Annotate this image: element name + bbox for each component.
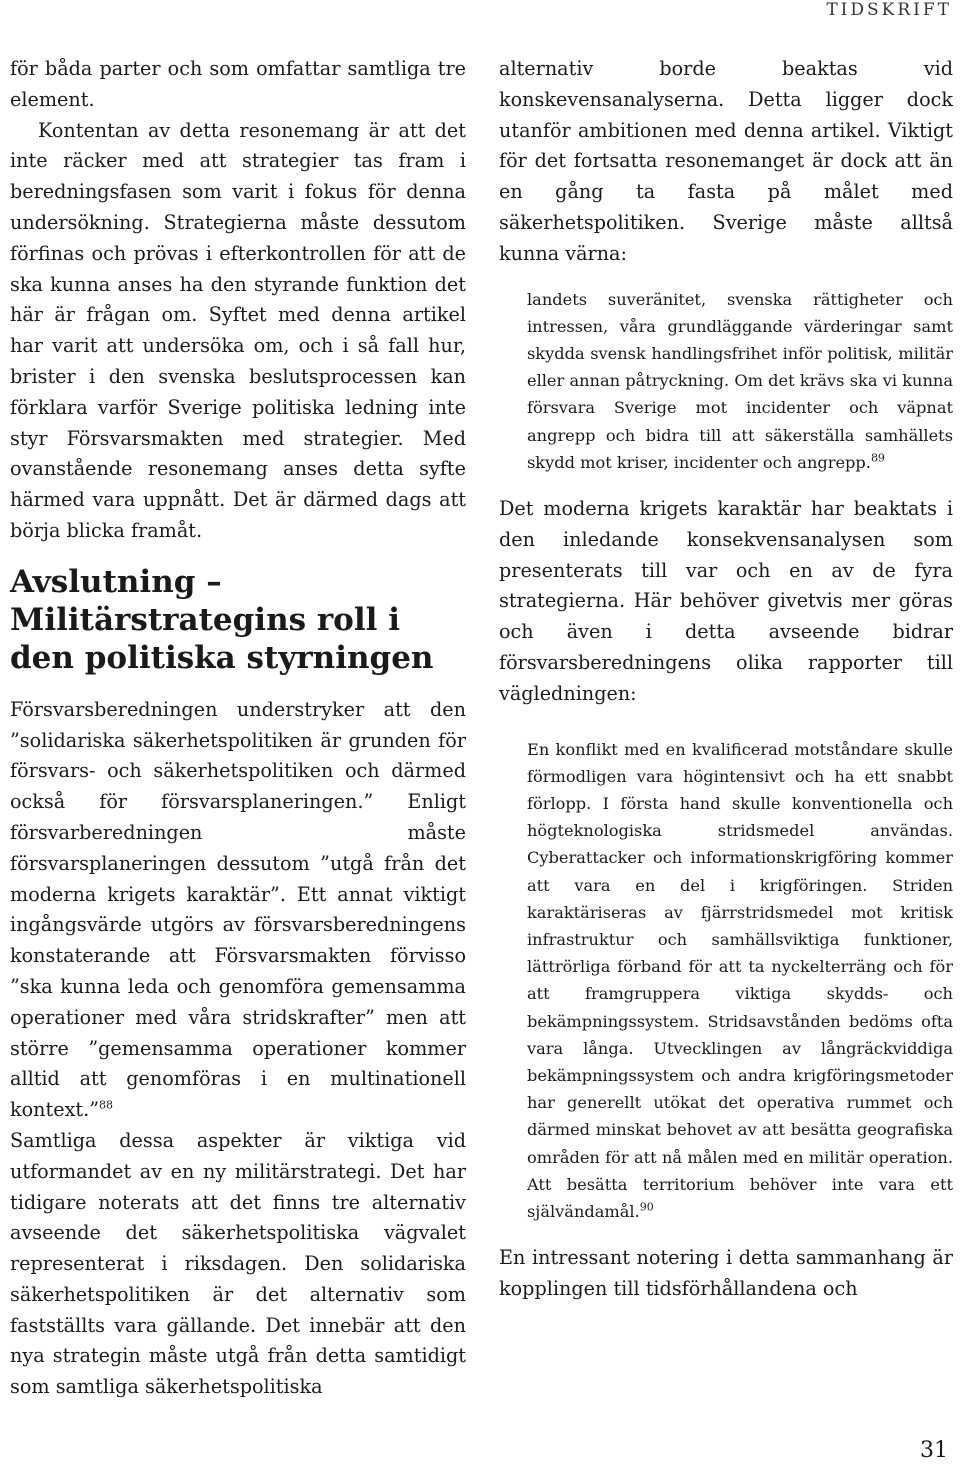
footnote-ref[interactable]: 89 xyxy=(870,451,885,465)
paragraph: Kontentan av detta resonemang är att det inte räcker med att strategier tas fram i beredningsfasen som varit i fokus för denna undersökning. Strategierna måste dessutom förfinas och prövas i efterkontrollen för att de ska kunna anses ha den styrande funktion det här är frågan om. Syftet med denna artikel har varit att undersöka om, och i så fall hur, brister i den svenska beslutsprocessen kan förklara varför Sverige politiska ledning inte styr Försvarsmakten med strategier. Med ovanstående resonemang anses detta syfte härmed vara uppnått. Det är därmed dags att börja blicka framåt. xyxy=(10,118,466,542)
quote-text: En konflikt med en kvalificerad motståndare skulle förmodligen vara högintensivt och ha ett snabbt förlopp. I första hand skulle konventionella och högteknologiska stridsmedel användas. Cyberattacker och informationskrigföring kommer att vara en del i krigföringen. Striden karaktäriseras av fjärrstridsmedel mot kritisk infrastruktur och samhällsviktiga funktioner, lättrörliga förband för att ta nyckelterräng och för att framgruppera viktiga skydds- och bekämpningssystem. Stridsavstånden bedöms ofta vara långa. Utvecklingen av långräckviddiga bekämpningssystem och andra krigföringsmetoder har generellt utökat det operativa rummet och därmed minskat behovet av att besätta geografiska områden för att nå målen med en militär operation. Att besätta territorium behöver inte vara ett självändamål. xyxy=(527,739,953,1222)
quote-text: landets suveränitet, svenska rättigheter och intressen, våra grundläggande värderingar samt skydda svensk handlingsfrihet inför politisk, militär eller annan påtryckning. Om det krävs ska vi kunna försvara Sverige mot incidenter och väpnat angrepp och bidra till att säkerställa samhällets skydd mot kriser, incidenter och angrepp. xyxy=(527,289,953,472)
page-number: 31 xyxy=(920,1438,948,1463)
footnote-ref[interactable]: 88 xyxy=(99,1098,114,1112)
paragraph: En intressant notering i detta sammanhang är kopplingen till tidsförhållandena och xyxy=(499,1246,953,1301)
paragraph: alternativ borde beaktas vid konskevensanalyserna. Detta ligger dock utanför ambitionen med denna artikel. Viktigt för det fortsatta resonemanget är dock att än en gång ta fasta på målet med säkerhetspolitiken. Sverige måste alltså kunna värna: xyxy=(499,57,953,265)
left-column xyxy=(10,54,466,1403)
paragraph: för båda parter och som omfattar samtliga tre element. xyxy=(10,57,466,111)
paragraph: Samtliga dessa aspekter är viktiga vid utformandet av en ny militärstrategi. Det har tidigare noterats att det finns tre alternativ avseende det säkerhetspolitiska vägvalet representerat i riksdagen. Den solidariska säkerhetspolitiken är det alternativ som fastställts vara gällande. Det innebär att den nya strategin måste utgå från detta samtidigt som samtliga säkerhetspolitiska xyxy=(10,1128,466,1399)
block-quote xyxy=(527,286,953,476)
block-quote xyxy=(527,736,953,1226)
paragraph: Det moderna krigets karaktär har beaktats i den inledande konsekvensanalysen som presenterats till var och en av de fyra strategierna. Här behöver givetvis mer göras och även i detta avseende bidrar försvarsberedningens olika rapporter till vägledningen: xyxy=(499,497,953,705)
paragraph xyxy=(10,695,466,1126)
footnote-ref[interactable]: 90 xyxy=(639,1200,654,1214)
paragraph-text: Försvarsberedningen understryker att den ”solidariska säkerhetspolitiken är grunden för försvars- och säkerhetspolitiken och därmed också för försvarsplaneringen.” Enligt försvarberedningen måste försvarsplaneringen dessutom ”utgå från det moderna krigets karaktär”. Ett annat viktigt ingångsvärde utgörs av försvarsberedningens konstaterande att Försvarsmakten förvisso ”ska kunna leda och genomföra gemensamma operationer med våra stridskrafter” men att större ”gemensamma operationer kommer alltid att genomföras i en multinationell kontext.” xyxy=(10,697,466,1122)
journal-running-header: TIDSKRIFT xyxy=(826,0,952,20)
right-column xyxy=(499,54,953,1305)
section-heading: Avslutning – Militärstrategins roll i den politiska styrningen xyxy=(10,563,434,676)
